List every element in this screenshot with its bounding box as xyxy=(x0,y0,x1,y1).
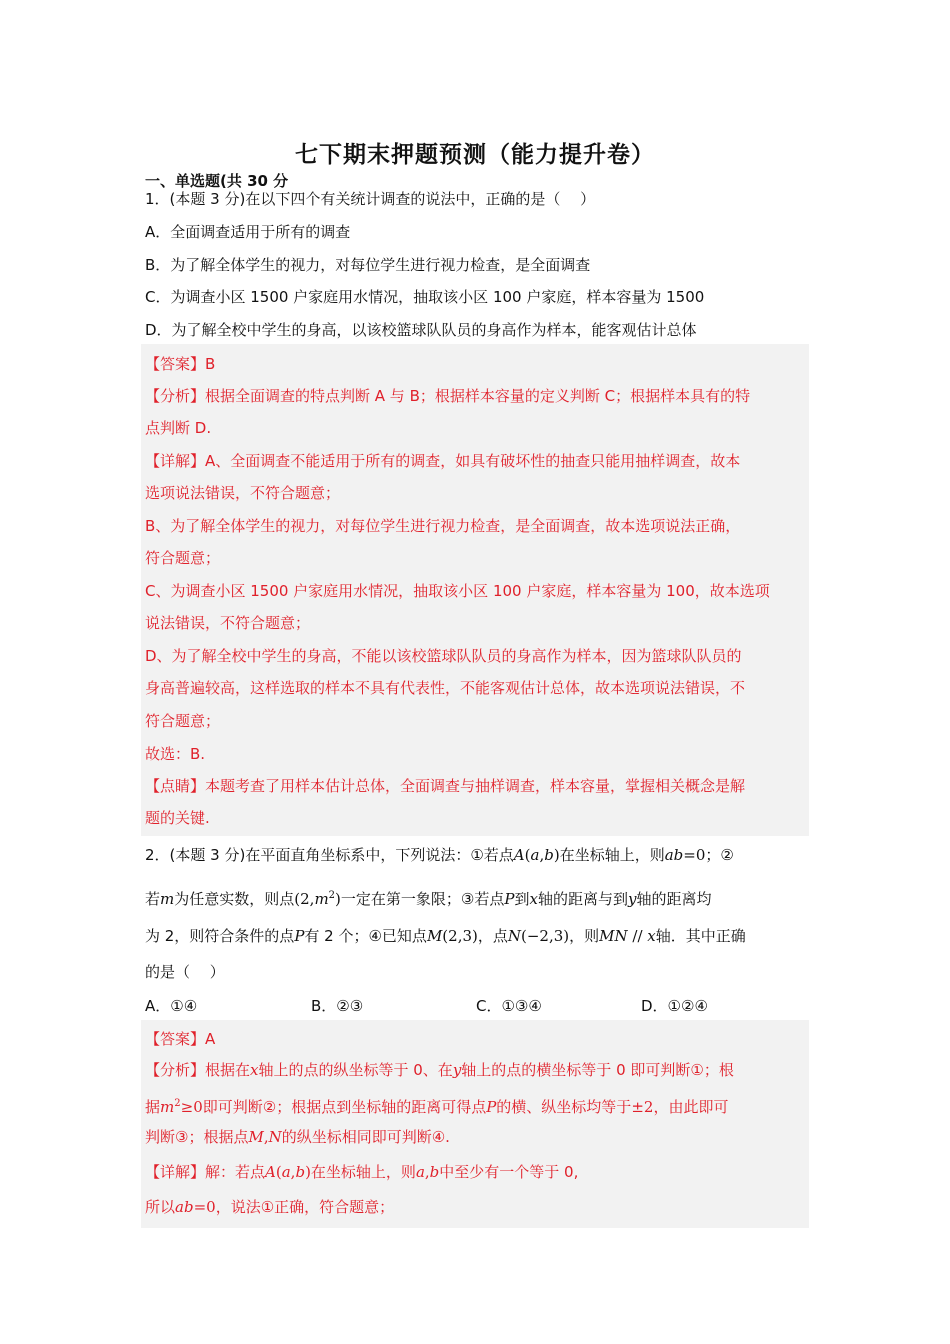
q1-detail-line: 身高普遍较高，这样选取的样本不具有代表性，不能客观估计总体，故本选项说法错误，不 xyxy=(145,679,746,697)
math-y: y xyxy=(627,890,637,908)
q1-detail-line: 选项说法错误，不符合题意； xyxy=(145,484,341,502)
q2-stem-line-2: 若m为任意实数，则点$(2,m^2)$一定在第一象限；③若点P到x轴的距离与到y轴的距离均 xyxy=(145,890,712,908)
q1-answer: 【答案】B xyxy=(145,355,216,373)
q2-option-d: D．①②④ xyxy=(641,997,708,1015)
q1-option-c: C．为调查小区 1500 户家庭用水情况，抽取该小区 100 户家庭，样本容量为 1500 xyxy=(145,288,705,306)
q1-detail-line: 【详解】A、全面调查不能适用于所有的调查，如具有破坏性的抽查只能用抽样调查，故本 xyxy=(145,452,741,470)
q1-detail-line: 符合题意； xyxy=(145,712,221,730)
q1-option-a: A．全面调查适用于所有的调查 xyxy=(145,223,351,241)
math-point-2-m2: (2, xyxy=(294,890,315,908)
q1-stem: 1．(本题 3 分)在以下四个有关统计调查的说法中，正确的是（ ） xyxy=(145,190,596,208)
q2-detail-line-1: 【详解】解：若点A(a,b)在坐标轴上，则a,b中至少有一个等于 0, xyxy=(145,1163,579,1181)
q1-detail-line: C、为调查小区 1500 户家庭用水情况，抽取该小区 100 户家庭，样本容量为 100，故本选项 xyxy=(145,582,770,600)
q1-detail-line: B、为了解全体学生的视力，对每位学生进行视力检查，是全面调查，故本选项说法正确， xyxy=(145,517,741,535)
q2-stem-line-1: 2．(本题 3 分)在平面直角坐标系中，下列说法：①若点A(a,b)在坐标轴上，则ab=0；② xyxy=(145,846,734,864)
q1-detail-line: 故选：B. xyxy=(145,745,206,763)
q2-analysis-line-2: 据$m^2\ge 0$即可判断②；根据点到坐标轴的距离可得点P的横、纵坐标均等于±2，由此即可 xyxy=(145,1098,729,1116)
math-mn-parallel: MN xyxy=(599,927,628,945)
q1-option-b: B．为了解全体学生的视力，对每位学生进行视力检查，是全面调查 xyxy=(145,256,591,274)
q2-answer: 【答案】A xyxy=(145,1030,216,1048)
q1-option-d: D．为了解全校中学生的身高，以该校篮球队队员的身高作为样本，能客观估计总体 xyxy=(145,321,697,339)
math-point-a: A xyxy=(513,846,525,864)
math-p: P xyxy=(504,890,515,908)
section-heading: 一、单选题(共 30 分 xyxy=(145,172,289,190)
q1-detail-line: 说法错误，不符合题意； xyxy=(145,614,311,632)
q1-analysis-line: 点判断 D. xyxy=(145,419,212,437)
q2-stem-line-3: 为 2，则符合条件的点P有 2 个；④已知点M(2,3)，点N(−2,3)，则MN // x轴．其中正确 xyxy=(145,927,746,945)
q2-option-c: C．①③④ xyxy=(476,997,542,1015)
math-x: x xyxy=(529,890,538,908)
q1-detail-line: 符合题意； xyxy=(145,549,221,567)
q2-stem-line-4: 的是（ ） xyxy=(145,963,225,981)
q2-option-a: A．①④ xyxy=(145,997,198,1015)
q1-comment-line: 【点睛】本题考查了用样本估计总体，全面调查与抽样调查，样本容量，掌握相关概念是解 xyxy=(145,777,746,795)
q2-detail-line-2: 所以ab=0，说法①正确，符合题意； xyxy=(145,1198,395,1216)
q2-analysis-line-1: 【分析】根据在x轴上的点的纵坐标等于 0、在y轴上的点的横坐标等于 0 即可判断①；根 xyxy=(145,1061,734,1079)
q1-comment-line: 题的关键. xyxy=(145,809,210,827)
q1-analysis-line: 【分析】根据全面调查的特点判断 A 与 B；根据样本容量的定义判断 C；根据样本具有的特 xyxy=(145,387,751,405)
math-m: m xyxy=(160,890,175,908)
math-point-n: N xyxy=(507,927,521,945)
math-point-m: M xyxy=(426,927,443,945)
q1-detail-line: D、为了解全校中学生的身高，不能以该校篮球队队员的身高作为样本，因为篮球队队员的 xyxy=(145,647,742,665)
q2-option-b: B．②③ xyxy=(311,997,364,1015)
math-ab-equals-zero: ab xyxy=(664,846,684,864)
page-title: 七下期末押题预测（能力提升卷） xyxy=(295,142,655,168)
q2-analysis-line-3: 判断③；根据点M,N的纵坐标相同即可判断④. xyxy=(145,1128,450,1146)
